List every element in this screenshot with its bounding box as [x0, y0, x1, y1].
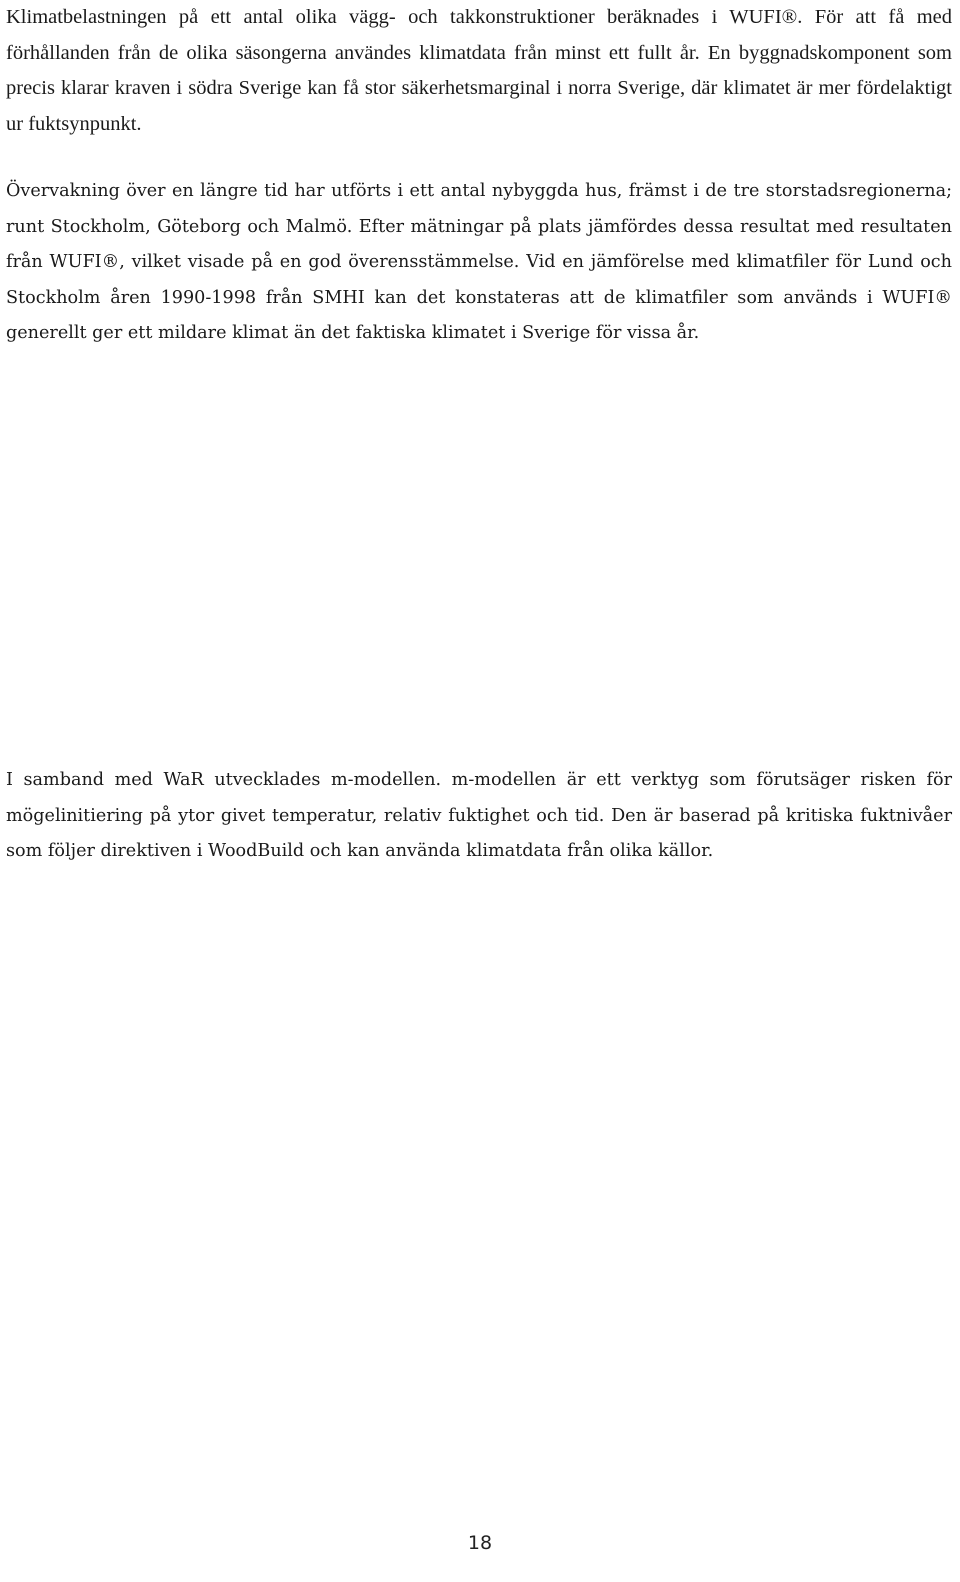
paragraph-m-model: I samband med WaR utvecklades m-modellen. m-modellen är ett verktyg som förutsäger risken för mögelinitiering på ytor givet temperatur, relativ fuktighet och tid. Den är baserad på kritiska fuktnivåer som följer direktiven i WoodBuild och kan använda klimatdata från olika källor. — [6, 770, 952, 861]
paragraph-monitoring: Övervakning över en längre tid har utförts i ett antal nybyggda hus, främst i de tre storstadsregionerna; runt Stockholm, Göteborg och Malmö. Efter mätningar på plats jämfördes dessa resultat med resultaten från WUFI®, vilket visade på en god överensstämmelse. Vid en jämförelse med klimatfiler för Lund och Stockholm åren 1990-1998 från SMHI kan det konstateras att de klimatfiler som används i WUFI® generellt ger ett mildare klimat än det faktiska klimatet i Sverige för vissa år. — [6, 181, 952, 343]
paragraph-climate-load: Klimatbelastningen på ett antal olika vägg- och takkonstruktioner beräknades i WUFI®. För att få med förhållanden från de olika säsongerna användes klimatdata från minst ett fullt år. En byggnadskomponent som precis klarar kraven i södra Sverige kan få stor säkerhetsmarginal i norra Sverige, där klimatet är mer fördelaktigt ur fuktsynpunkt. — [6, 6, 952, 135]
page-number: 18 — [467, 1532, 493, 1554]
